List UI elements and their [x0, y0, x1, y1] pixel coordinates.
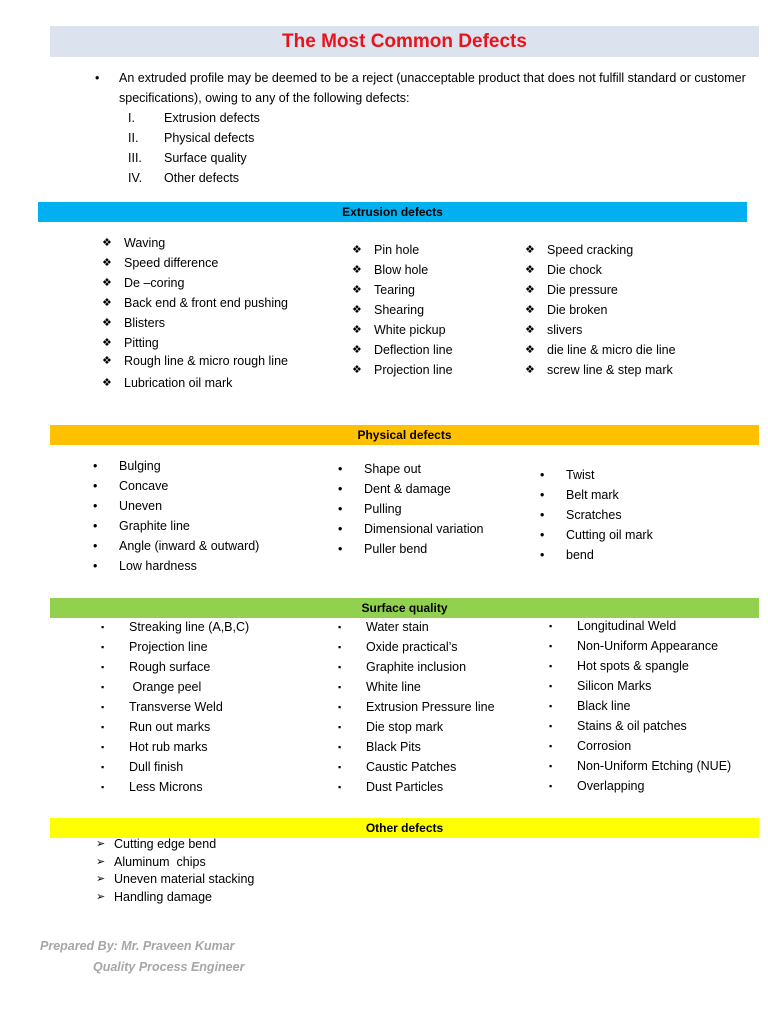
- square-bullet-icon: ▪: [338, 622, 342, 632]
- dot-bullet-icon: •: [540, 508, 545, 522]
- list-item-label: Orange peel: [129, 680, 202, 694]
- list-item-label: Tearing: [374, 283, 415, 297]
- diamond-bullet-icon: ❖: [525, 264, 535, 276]
- list-item: [549, 656, 759, 676]
- list-item-label: Pin hole: [374, 243, 420, 257]
- list-item-label: Die pressure: [547, 283, 618, 297]
- list-item: [540, 465, 740, 485]
- list-item-label: bend: [566, 548, 594, 562]
- list-item: [101, 717, 331, 737]
- diamond-bullet-icon: ❖: [352, 284, 362, 296]
- list-item: [549, 736, 759, 756]
- list-item: [101, 757, 331, 777]
- list-item: [338, 657, 538, 677]
- list-item-label: Dimensional variation: [364, 522, 484, 536]
- list-item-label: Speed difference: [124, 256, 219, 270]
- list-item-label: Deflection line: [374, 343, 453, 357]
- physical-col-1: [93, 456, 323, 576]
- list-item: [96, 871, 356, 889]
- job-title: Quality Process Engineer: [93, 960, 245, 974]
- diamond-bullet-icon: ❖: [102, 337, 112, 349]
- arrow-bullet-icon: ➢: [96, 873, 106, 885]
- list-item: [540, 485, 740, 505]
- list-item: [352, 300, 522, 320]
- physical-defects-heading: Physical defects: [50, 425, 759, 445]
- diamond-bullet-icon: ❖: [102, 377, 112, 389]
- list-item: [352, 360, 522, 380]
- list-item-label: Silicon Marks: [577, 679, 652, 693]
- list-item-label: Puller bend: [364, 542, 428, 556]
- list-item-label: Oxide practical’s: [366, 640, 458, 654]
- diamond-bullet-icon: ❖: [102, 317, 112, 329]
- list-item-label: Graphite inclusion: [366, 660, 467, 674]
- dot-bullet-icon: •: [338, 542, 343, 556]
- category-item: I. Extrusion defects: [128, 111, 260, 125]
- list-item: [93, 456, 323, 476]
- square-bullet-icon: ▪: [338, 682, 342, 692]
- list-item: [93, 496, 323, 516]
- list-item: [338, 777, 538, 797]
- list-item-label: Corrosion: [577, 739, 632, 753]
- list-item: [338, 757, 538, 777]
- list-item-label: Concave: [119, 479, 169, 493]
- list-item: [93, 556, 323, 576]
- list-item-label: Dust Particles: [366, 780, 444, 794]
- list-item-label: Rough surface: [129, 660, 211, 674]
- list-item-label: slivers: [547, 323, 583, 337]
- list-item: [102, 233, 312, 253]
- list-item-label: die line & micro die line: [547, 343, 676, 357]
- list-item: [549, 776, 759, 796]
- arrow-bullet-icon: ➢: [96, 855, 106, 868]
- diamond-bullet-icon: ❖: [352, 324, 362, 336]
- square-bullet-icon: ▪: [338, 702, 342, 712]
- intro-paragraph: [95, 68, 755, 108]
- list-item: [93, 476, 323, 496]
- diamond-bullet-icon: ❖: [102, 257, 112, 269]
- list-item: [338, 499, 528, 519]
- list-item: [338, 519, 528, 539]
- list-item: [549, 716, 759, 736]
- list-item: [549, 616, 759, 636]
- list-item-label: Shearing: [374, 303, 425, 317]
- list-item-label: Pitting: [124, 336, 159, 350]
- list-item-label: Blisters: [124, 316, 165, 330]
- list-item-label: Angle (inward & outward): [119, 539, 260, 553]
- list-item-label: Non-Uniform Appearance: [577, 639, 719, 653]
- page-title: The Most Common Defects: [50, 26, 759, 57]
- list-item: [102, 313, 312, 333]
- physical-col-2: [338, 459, 528, 559]
- list-item-label: Speed cracking: [547, 243, 634, 257]
- diamond-bullet-icon: ❖: [525, 304, 535, 316]
- dot-bullet-icon: •: [338, 502, 343, 516]
- surface-col-2: [338, 617, 538, 797]
- list-item-label: Projection line: [129, 640, 208, 654]
- arrow-bullet-icon: ➢: [96, 890, 106, 903]
- square-bullet-icon: ▪: [338, 642, 342, 652]
- list-item-label: Streaking line (A,B,C): [129, 620, 250, 634]
- diamond-bullet-icon: ❖: [525, 284, 535, 296]
- extrusion-col-1: [102, 233, 312, 393]
- square-bullet-icon: ▪: [101, 622, 105, 632]
- square-bullet-icon: ▪: [549, 741, 553, 751]
- dot-bullet-icon: •: [93, 459, 98, 473]
- square-bullet-icon: ▪: [338, 782, 342, 792]
- square-bullet-icon: ▪: [338, 662, 342, 672]
- list-item: [525, 320, 745, 340]
- list-item-label: Run out marks: [129, 720, 211, 734]
- list-item-label: Black Pits: [366, 740, 421, 754]
- square-bullet-icon: ▪: [101, 742, 105, 752]
- list-item: [338, 459, 528, 479]
- square-bullet-icon: ▪: [549, 681, 553, 691]
- diamond-bullet-icon: ❖: [352, 344, 362, 356]
- list-item-label: Pulling: [364, 502, 402, 516]
- list-item: [96, 889, 356, 907]
- list-item: [352, 280, 522, 300]
- diamond-bullet-icon: ❖: [525, 344, 535, 356]
- other-defects-list: [96, 836, 356, 906]
- list-item: [338, 737, 538, 757]
- dot-bullet-icon: •: [93, 519, 98, 533]
- list-item: [101, 637, 331, 657]
- category-item: IV. Other defects: [128, 171, 240, 185]
- list-item: [525, 340, 745, 360]
- diamond-bullet-icon: ❖: [352, 244, 362, 256]
- extrusion-col-2: [352, 240, 522, 380]
- list-item: [525, 280, 745, 300]
- list-item: [102, 273, 312, 293]
- physical-col-3: [540, 465, 740, 565]
- list-item-label: Less Microns: [129, 780, 203, 794]
- dot-bullet-icon: •: [93, 539, 98, 553]
- square-bullet-icon: ▪: [549, 781, 553, 791]
- list-item-label: White pickup: [374, 323, 446, 337]
- list-item: [102, 373, 312, 393]
- square-bullet-icon: ▪: [549, 641, 553, 651]
- diamond-bullet-icon: ❖: [102, 297, 112, 309]
- list-item: [102, 333, 312, 353]
- list-item-label: Rough line & micro rough line: [124, 354, 288, 368]
- list-item: [525, 300, 745, 320]
- dot-bullet-icon: •: [540, 548, 545, 562]
- list-item: [101, 697, 331, 717]
- list-item-label: Aluminum chips: [114, 854, 206, 869]
- list-item: [96, 836, 356, 854]
- list-item-label: Non-Uniform Etching (NUE): [577, 759, 732, 773]
- list-item: [549, 636, 759, 656]
- list-item: [102, 353, 312, 370]
- list-item: [540, 505, 740, 525]
- dot-bullet-icon: •: [338, 482, 343, 496]
- list-item: [101, 657, 331, 677]
- list-item: [338, 479, 528, 499]
- square-bullet-icon: ▪: [101, 642, 105, 652]
- square-bullet-icon: ▪: [549, 621, 553, 631]
- list-item-label: Cutting edge bend: [114, 837, 217, 851]
- list-item-label: Belt mark: [566, 488, 619, 502]
- list-item-label: Stains & oil patches: [577, 719, 687, 733]
- list-item: [352, 340, 522, 360]
- list-item: [549, 696, 759, 716]
- list-item: [525, 360, 745, 380]
- extrusion-defects-heading: Extrusion defects: [38, 202, 747, 222]
- category-item: II. Physical defects: [128, 131, 255, 145]
- list-item-label: Overlapping: [577, 779, 645, 793]
- list-item: [338, 637, 538, 657]
- square-bullet-icon: ▪: [549, 721, 553, 731]
- diamond-bullet-icon: ❖: [525, 364, 535, 376]
- list-item-label: Water stain: [366, 620, 429, 634]
- list-item-label: Die broken: [547, 303, 608, 317]
- list-item: [352, 320, 522, 340]
- diamond-bullet-icon: ❖: [525, 324, 535, 336]
- list-item: [549, 676, 759, 696]
- arrow-bullet-icon: ➢: [96, 838, 106, 850]
- square-bullet-icon: ▪: [101, 682, 105, 692]
- surface-quality-heading: Surface quality: [50, 598, 759, 618]
- list-item: [338, 539, 528, 559]
- list-item: [338, 617, 538, 637]
- dot-bullet-icon: •: [93, 499, 98, 513]
- list-item-label: Low hardness: [119, 559, 197, 573]
- list-item-label: Projection line: [374, 363, 453, 377]
- list-item-label: Dull finish: [129, 760, 184, 774]
- list-item-label: Transverse Weld: [129, 700, 223, 714]
- list-item-label: Twist: [566, 468, 595, 482]
- diamond-bullet-icon: ❖: [102, 355, 112, 367]
- list-item: [101, 677, 331, 697]
- list-item-label: Die stop mark: [366, 720, 444, 734]
- list-item: [549, 756, 759, 776]
- intro-text: An extruded profile may be deemed to be a reject (unacceptable product that does not fulfill standard or customer specifications), owing to any of the following defects:: [119, 71, 746, 105]
- square-bullet-icon: ▪: [549, 761, 553, 771]
- list-item: [338, 697, 538, 717]
- square-bullet-icon: ▪: [101, 782, 105, 792]
- list-item: [93, 536, 323, 556]
- square-bullet-icon: ▪: [549, 661, 553, 671]
- intro-bullet: •: [95, 71, 100, 85]
- list-item: [338, 717, 538, 737]
- dot-bullet-icon: •: [338, 522, 343, 536]
- category-item: III. Surface quality: [128, 151, 247, 165]
- list-item-label: Caustic Patches: [366, 760, 457, 774]
- list-item: [101, 737, 331, 757]
- square-bullet-icon: ▪: [101, 722, 105, 732]
- square-bullet-icon: ▪: [549, 701, 553, 711]
- list-item-label: Bulging: [119, 459, 161, 473]
- extrusion-col-3: [525, 240, 745, 380]
- list-item-label: Uneven material stacking: [114, 872, 255, 886]
- list-item-label: Black line: [577, 699, 631, 713]
- diamond-bullet-icon: ❖: [525, 244, 535, 256]
- square-bullet-icon: ▪: [101, 762, 105, 772]
- list-item: [540, 545, 740, 565]
- square-bullet-icon: ▪: [101, 662, 105, 672]
- list-item: [540, 525, 740, 545]
- list-item-label: Lubrication oil mark: [124, 376, 233, 390]
- list-item: [102, 253, 312, 273]
- list-item-label: Uneven: [119, 499, 163, 513]
- diamond-bullet-icon: ❖: [352, 364, 362, 376]
- list-item: [101, 777, 331, 797]
- list-item-label: Hot spots & spangle: [577, 659, 689, 673]
- square-bullet-icon: ▪: [338, 742, 342, 752]
- defect-category-list: [128, 108, 260, 188]
- list-item: [525, 240, 745, 260]
- other-defects-heading: Other defects: [50, 818, 759, 838]
- surface-col-1: [101, 617, 331, 797]
- list-item-label: De –coring: [124, 276, 185, 290]
- list-item-label: Back end & front end pushing: [124, 296, 289, 310]
- list-item-label: Blow hole: [374, 263, 429, 277]
- dot-bullet-icon: •: [93, 479, 98, 493]
- list-item-label: Hot rub marks: [129, 740, 208, 754]
- list-item: [102, 293, 312, 313]
- diamond-bullet-icon: ❖: [102, 277, 112, 289]
- list-item-label: Dent & damage: [364, 482, 451, 496]
- prepared-by: Prepared By: Mr. Praveen Kumar: [40, 939, 235, 953]
- list-item: [352, 260, 522, 280]
- list-item-label: Waving: [124, 236, 166, 250]
- list-item-label: Handling damage: [114, 889, 212, 904]
- dot-bullet-icon: •: [93, 559, 98, 573]
- list-item-label: Die chock: [547, 263, 602, 277]
- dot-bullet-icon: •: [540, 528, 545, 542]
- list-item-label: White line: [366, 680, 421, 694]
- diamond-bullet-icon: ❖: [352, 304, 362, 316]
- dot-bullet-icon: •: [338, 462, 343, 476]
- list-item-label: Cutting oil mark: [566, 528, 653, 542]
- list-item-label: Shape out: [364, 462, 421, 476]
- list-item: [525, 260, 745, 280]
- diamond-bullet-icon: ❖: [352, 264, 362, 276]
- list-item-label: Scratches: [566, 508, 622, 522]
- list-item: [338, 677, 538, 697]
- dot-bullet-icon: •: [540, 488, 545, 502]
- list-item: [352, 240, 522, 260]
- dot-bullet-icon: •: [540, 468, 545, 482]
- list-item: [101, 617, 331, 637]
- list-item: [96, 854, 356, 872]
- diamond-bullet-icon: ❖: [102, 237, 112, 249]
- square-bullet-icon: ▪: [338, 722, 342, 732]
- list-item-label: Extrusion Pressure line: [366, 700, 495, 714]
- list-item-label: Longitudinal Weld: [577, 619, 677, 633]
- square-bullet-icon: ▪: [338, 762, 342, 772]
- list-item-label: screw line & step mark: [547, 363, 673, 377]
- square-bullet-icon: ▪: [101, 702, 105, 712]
- surface-col-3: [549, 616, 759, 796]
- list-item-label: Graphite line: [119, 519, 190, 533]
- footer-signature: [40, 936, 244, 978]
- list-item: [93, 516, 323, 536]
